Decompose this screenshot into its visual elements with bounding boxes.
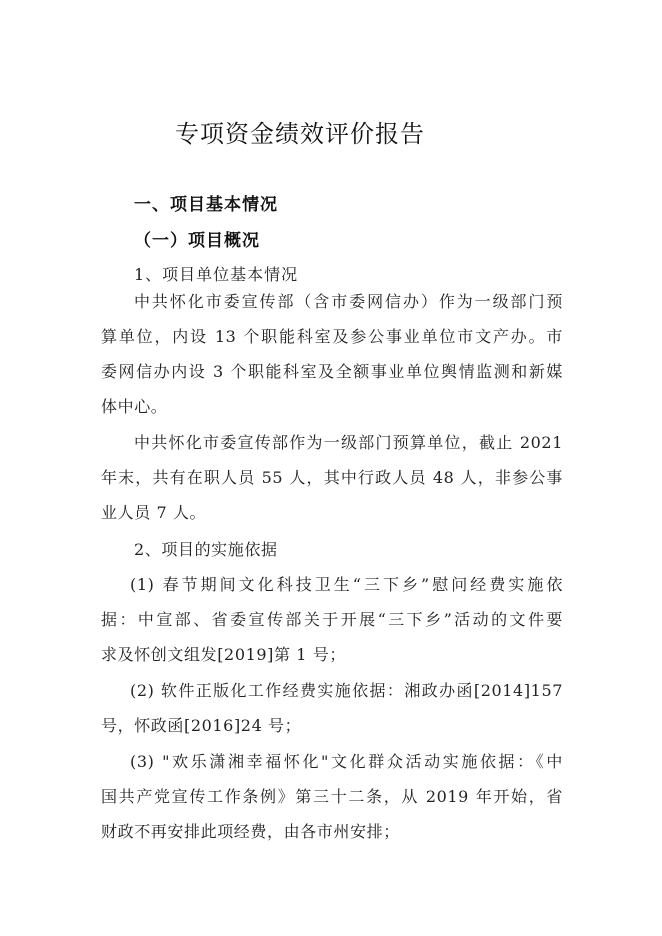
text-line: 据：中宣部、省委宣传部关于开展“三下乡”活动的文件要 — [101, 610, 563, 629]
text-line: 中共怀化市委宣传部作为一级部门预算单位，截止 2021 — [134, 433, 563, 452]
text-line: 业人员 7 人。 — [101, 503, 207, 522]
text-line: 年末，共有在职人员 55 人，其中行政人员 48 人，非参公事 — [101, 468, 563, 487]
subsection-heading-overview: （一）项目概况 — [134, 231, 260, 251]
item-heading-basis: 2、项目的实施依据 — [134, 540, 278, 559]
section-heading-basic-info: 一、项目基本情况 — [134, 195, 278, 215]
text-line: 国共产党宣传工作条例》第三十二条，从 2019 年开始，省 — [101, 787, 563, 806]
text-line: 财政不再安排此项经费，由各市州安排； — [101, 822, 400, 841]
text-line: 中共怀化市委宣传部（含市委网信办）作为一级部门预 — [134, 292, 563, 311]
text-line: (1) 春节期间文化科技卫生“三下乡”慰问经费实施依 — [130, 575, 563, 594]
text-line: (2) 软件正版化工作经费实施依据：湘政办函[2014]157 — [130, 681, 563, 700]
text-line: 求及怀创文组发[2019]第 1 号； — [101, 645, 346, 664]
text-line: 委网信办内设 3 个职能科室及全额事业单位舆情监测和新媒 — [101, 362, 563, 381]
text-line: (3) "欢乐潇湘幸福怀化"文化群众活动实施依据：《中 — [130, 752, 563, 771]
document-title: 专项资金绩效评价报告 — [175, 120, 425, 148]
item-heading-unit-info: 1、项目单位基本情况 — [134, 265, 299, 284]
text-line: 体中心。 — [101, 397, 168, 416]
text-line: 号，怀政函[2016]24 号； — [101, 716, 302, 735]
text-line: 算单位，内设 13 个职能科室及参公事业单位市文产办。市 — [101, 327, 563, 346]
